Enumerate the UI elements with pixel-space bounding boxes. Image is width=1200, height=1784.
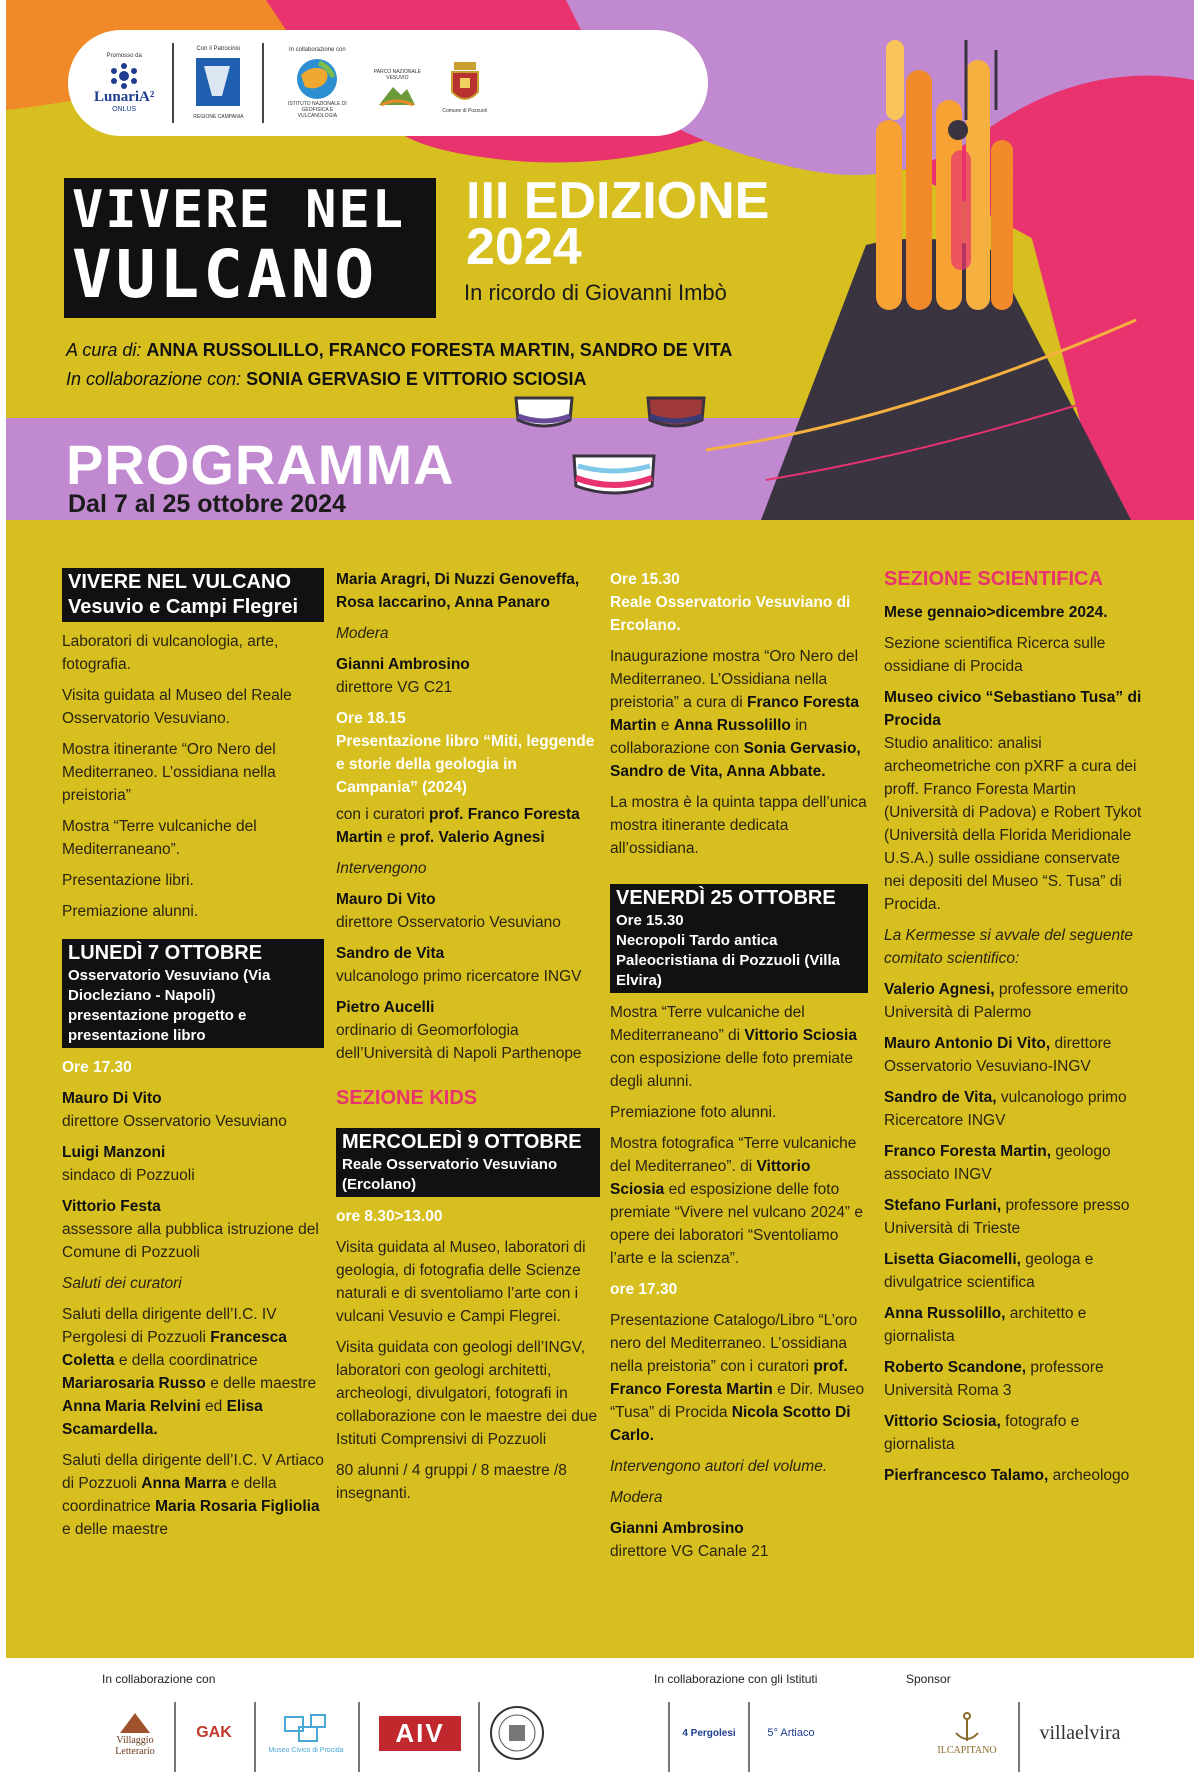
footer bbox=[6, 1658, 1194, 1784]
villaggio-letterario-logo bbox=[102, 1700, 168, 1766]
exhibit-paragraph bbox=[610, 1001, 868, 1093]
committee-member bbox=[884, 1140, 1144, 1186]
museo-procida-logo bbox=[264, 1700, 348, 1766]
logo-strip bbox=[68, 30, 708, 136]
activity-item: Laboratori di vulcanologia, arte, fotografia. bbox=[62, 633, 279, 673]
member-role: archeologo bbox=[1052, 1467, 1130, 1484]
seal-icon bbox=[489, 1705, 545, 1761]
name: Nicola Scotto Di Carlo. bbox=[610, 1404, 851, 1444]
speaker-role: direttore Osservatorio Vesuviano bbox=[336, 914, 561, 931]
research: Sezione scientifica Ricerca sulle ossidiane di Procida bbox=[884, 635, 1106, 675]
member-name: Pierfrancesco Talamo, bbox=[884, 1467, 1049, 1484]
patron-name: REGIONE CAMPANIA bbox=[193, 114, 244, 120]
greet-name: Mariarosaria Russo bbox=[62, 1375, 206, 1392]
logo-divider bbox=[172, 43, 174, 123]
museo-text: Museo Civico di Procida bbox=[268, 1746, 344, 1754]
day-details: Necropoli Tardo antica Paleocristiana di Pozzuoli (Villa Elvira) bbox=[616, 932, 840, 989]
aiv-text: AIV bbox=[379, 1716, 460, 1751]
premiazione: Premiazione foto alunni. bbox=[610, 1104, 777, 1121]
text: Inaugurazione mostra “Oro Nero del Mediterraneo. L’Ossidiana nella preistoria” a cura di bbox=[610, 648, 859, 711]
committee-member bbox=[884, 1302, 1144, 1348]
day-title: VENERDÌ 25 OTTOBRE bbox=[616, 887, 836, 909]
museum: Museo civico “Sebastiano Tusa” di Procida bbox=[884, 689, 1142, 729]
parco-logo bbox=[362, 59, 432, 107]
moderator bbox=[336, 653, 600, 699]
intervengono-label: Intervengono autori del volume. bbox=[610, 1458, 828, 1475]
member-role: professore Università Roma 3 bbox=[884, 1359, 1104, 1399]
title-line-1: VIVERE NEL bbox=[72, 180, 406, 240]
curated-label: A cura di: bbox=[66, 340, 142, 360]
text: in collaborazione con bbox=[610, 717, 808, 757]
speaker-name: Mauro Di Vito bbox=[62, 1090, 162, 1107]
text: e bbox=[660, 717, 670, 734]
time-label: Ore 18.15 bbox=[336, 710, 406, 727]
footer-sponsor-caption: Sponsor bbox=[906, 1672, 951, 1686]
moderator-name: Gianni Ambrosino bbox=[336, 656, 470, 673]
speaker bbox=[336, 888, 600, 934]
member-role: professore emerito Università di Palermo bbox=[884, 981, 1129, 1021]
text: ed esposizione delle foto premiate “Vivere nel vulcano 2024” e opere dei laboratori “Sventoliamo l’arte e la scienza”. bbox=[610, 1181, 864, 1267]
kids-activity: Visita guidata al Museo, laboratori di geologia, di fotografia delle Scienze naturali e di sventoliamo l’arte con i vulcani Vesuvio e Campi Flegrei. bbox=[336, 1239, 586, 1325]
speaker-role: ordinario di Geomorfologia dell’Università di Napoli Parthenope bbox=[336, 1022, 582, 1062]
greetings-paragraph bbox=[62, 1449, 324, 1541]
edition-label bbox=[466, 172, 770, 276]
member-role: geologo associato INGV bbox=[884, 1143, 1111, 1183]
greet-text: e della coordinatrice bbox=[62, 1475, 277, 1515]
day-time: Ore 15.30 bbox=[616, 912, 684, 929]
day-header-mercoledi bbox=[336, 1128, 600, 1197]
collab-label: In collaborazione con: bbox=[66, 369, 242, 389]
ilcapitano-logo bbox=[924, 1700, 1010, 1766]
speaker-role: assessore alla pubblica istruzione del Comune di Pozzuoli bbox=[62, 1221, 319, 1261]
footer-divider bbox=[1018, 1702, 1020, 1772]
patron-logo bbox=[192, 40, 244, 126]
moderator-role: direttore VG C21 bbox=[336, 679, 453, 696]
committee-member bbox=[884, 1086, 1144, 1132]
member-name: Stefano Furlani, bbox=[884, 1197, 1002, 1214]
period: Mese gennaio>dicembre 2024. bbox=[884, 604, 1108, 621]
name: Vittorio Sciosia bbox=[610, 1158, 811, 1198]
text: con esposizione delle foto premiate degli alunni. bbox=[610, 1050, 853, 1090]
edition-year: 2024 bbox=[466, 218, 582, 276]
curator-name: prof. Valerio Agnesi bbox=[399, 829, 545, 846]
day-details: Osservatorio Vesuviano (Via Diocleziano - Napoli) presentazione progetto e presentazione libro bbox=[68, 967, 271, 1044]
speaker bbox=[62, 1141, 324, 1187]
speaker bbox=[336, 942, 600, 988]
parco-name: PARCO NAZIONALE VESUVIO bbox=[373, 69, 421, 81]
footer-istituti-caption: In collaborazione con gli Istituti bbox=[654, 1672, 818, 1686]
footer-divider bbox=[748, 1702, 750, 1772]
kids-activity: 80 alunni / 4 gruppi / 8 maestre /8 insegnanti. bbox=[336, 1462, 567, 1502]
teacher-names: Maria Aragri, Di Nuzzi Genoveffa, Rosa Iaccarino, Anna Panaro bbox=[336, 571, 580, 611]
activity-item: Mostra “Terre vulcaniche del Mediterraneano”. bbox=[62, 818, 257, 858]
regione-campania-icon bbox=[192, 56, 244, 114]
greet-name: Elisa Scamardella. bbox=[62, 1398, 263, 1438]
catalog-paragraph bbox=[610, 1309, 868, 1447]
committee-member bbox=[884, 978, 1144, 1024]
promoter-logo bbox=[94, 40, 154, 126]
member-name: Sandro de Vita, bbox=[884, 1089, 997, 1106]
programma-dates: Dal 7 al 25 ottobre 2024 bbox=[68, 490, 346, 518]
text: Mostra “Terre vulcaniche del Mediterraneano” di bbox=[610, 1004, 805, 1044]
speaker-role: direttore Osservatorio Vesuviano bbox=[62, 1113, 287, 1130]
promoter-caption: Promosso da bbox=[106, 53, 142, 59]
name: Anna Russolillo bbox=[673, 717, 791, 734]
activity-item: Premiazione alunni. bbox=[62, 903, 199, 920]
greetings-paragraph bbox=[62, 1303, 324, 1441]
villaggio-icon bbox=[118, 1709, 152, 1735]
venue: Reale Osservatorio Vesuviano di Ercolano. bbox=[610, 594, 851, 634]
speaker bbox=[336, 996, 600, 1065]
moderator-role: direttore VG Canale 21 bbox=[610, 1543, 769, 1560]
book-presentation: Presentazione libro “Miti, leggende e storie della geologia in Campania” (2024) bbox=[336, 733, 595, 796]
title-line-2: VULCANO bbox=[72, 236, 379, 313]
mostra-note: La mostra è la quinta tappa dell’unica mostra itinerante dedicata all’ossidiana. bbox=[610, 794, 867, 857]
footer-divider bbox=[174, 1702, 176, 1772]
ingv-name: ISTITUTO NAZIONALE DI GEOFISICA E VULCANOLOGIA bbox=[287, 101, 347, 119]
ingv-globe-icon bbox=[295, 57, 339, 101]
patron-caption: Con il Patrocinio bbox=[196, 46, 241, 52]
kermesse: La Kermesse si avvale del seguente comitato scientifico: bbox=[884, 927, 1134, 967]
member-role: direttore Osservatorio Vesuviano-INGV bbox=[884, 1035, 1112, 1075]
member-name: Mauro Antonio Di Vito, bbox=[884, 1035, 1051, 1052]
footer-divider bbox=[478, 1702, 480, 1772]
member-name: Lisetta Giacomelli, bbox=[884, 1251, 1021, 1268]
programma-title: PROGRAMMA bbox=[66, 433, 455, 496]
comune-name: Comune di Pozzuoli bbox=[442, 108, 487, 114]
text: Presentazione Catalogo/Libro “L’oro nero del Mediterraneo. L’ossidiana nella preistoria” con i curatori bbox=[610, 1312, 858, 1375]
pergolesi-logo: 4 Pergolesi bbox=[682, 1727, 736, 1739]
member-role: professore presso Università di Trieste bbox=[884, 1197, 1130, 1237]
lunaria-icon bbox=[107, 63, 141, 89]
footer-divider bbox=[668, 1702, 670, 1772]
speaker-name: Pietro Aucelli bbox=[336, 999, 435, 1016]
time-label: ore 17.30 bbox=[610, 1281, 678, 1298]
column-2 bbox=[336, 568, 600, 1513]
greet-name: Anna Maria Relvini bbox=[62, 1398, 201, 1415]
anchor-icon bbox=[952, 1711, 982, 1745]
curator-name: prof. Franco Foresta Martin bbox=[336, 806, 580, 846]
name: Vittorio Sciosia bbox=[744, 1027, 857, 1044]
kids-activity: Visita guidata con geologi dell’INGV, laboratori con geologi architetti, archeologi, divulgatori, fotografi in collaborazione con le maestre dei due Istituti Comprensivi di Pozzuoli bbox=[336, 1339, 598, 1448]
museo-icon bbox=[281, 1713, 331, 1747]
committee-member bbox=[884, 1464, 1144, 1487]
memory-dedication: In ricordo di Giovanni Imbò bbox=[464, 280, 727, 305]
modera-label: Modera bbox=[610, 1489, 663, 1506]
greet-text: Saluti della dirigente dell’I.C. IV Pergolesi di Pozzuoli bbox=[62, 1306, 277, 1346]
time-label: ore 8.30>13.00 bbox=[336, 1208, 443, 1225]
name: prof. Franco Foresta Martin bbox=[610, 1358, 848, 1398]
collab-logos bbox=[282, 40, 486, 126]
member-name: Franco Foresta Martin, bbox=[884, 1143, 1052, 1160]
moderator-name: Gianni Ambrosino bbox=[610, 1520, 744, 1537]
section-header-title: VIVERE NEL VULCANO bbox=[68, 571, 291, 593]
section-header-vivere bbox=[62, 568, 324, 622]
speaker-name: Mauro Di Vito bbox=[336, 891, 436, 908]
logo-divider bbox=[262, 43, 264, 123]
curators bbox=[66, 336, 732, 394]
comune-logo bbox=[442, 52, 486, 114]
inauguration-paragraph bbox=[610, 645, 868, 783]
saluti-label: Saluti dei curatori bbox=[62, 1275, 182, 1292]
speaker-role: vulcanologo primo ricercatore INGV bbox=[336, 968, 582, 985]
speaker bbox=[62, 1195, 324, 1264]
member-role: vulcanologo primo Ricercatore INGV bbox=[884, 1089, 1127, 1129]
villaelvira-logo: villaelvira bbox=[1039, 1721, 1121, 1744]
text: con i curatori bbox=[336, 806, 425, 823]
vesuvio-mountain-icon bbox=[377, 81, 417, 107]
member-name: Vittorio Sciosia, bbox=[884, 1413, 1001, 1430]
day-header-venerdi bbox=[610, 884, 868, 993]
activity-item: Visita guidata al Museo del Reale Osservatorio Vesuviano. bbox=[62, 687, 292, 727]
modera-label: Modera bbox=[336, 625, 389, 642]
greet-name: Anna Marra bbox=[141, 1475, 227, 1492]
footer-collab-caption: In collaborazione con bbox=[102, 1672, 216, 1686]
exhibit-paragraph bbox=[610, 1132, 868, 1270]
speaker-role: sindaco di Pozzuoli bbox=[62, 1167, 195, 1184]
committee-member bbox=[884, 1032, 1144, 1078]
column-4 bbox=[884, 568, 1144, 1495]
speaker-name: Vittorio Festa bbox=[62, 1198, 161, 1215]
member-role: fotografo e giornalista bbox=[884, 1413, 1080, 1453]
villaggio-text: Villaggio Letterario bbox=[115, 1735, 155, 1757]
greet-text: e delle maestre bbox=[210, 1375, 317, 1392]
greet-text: e delle maestre bbox=[62, 1521, 168, 1538]
name: Franco Foresta Martin bbox=[610, 694, 859, 734]
greet-name: Maria Rosaria Figliolia bbox=[155, 1498, 320, 1515]
speaker-name: Sandro de Vita bbox=[336, 945, 445, 962]
text: Mostra fotografica “Terre vulcaniche del Mediterraneo”. di bbox=[610, 1135, 857, 1175]
collab-caption: In collaborazione con bbox=[289, 47, 346, 53]
column-1 bbox=[62, 568, 324, 1549]
ilcapitano-text: ILCAPITANO bbox=[937, 1744, 997, 1756]
study: Studio analitico: analisi archeometriche con pXRF a cura dei proff. Franco Foresta Martin (Università di Padova) e Robert Tykot (Università della Florida Meridionale U.S.A.) sulle ossidiane conservate nei depositi del Museo “S. Tusa” di Procida. bbox=[884, 735, 1142, 913]
greet-text: e della coordinatrice bbox=[118, 1352, 258, 1369]
ingv-logo bbox=[282, 47, 352, 119]
time-label: Ore 17.30 bbox=[62, 1059, 132, 1076]
section-header-subtitle: Vesuvio e Campi Flegrei bbox=[68, 596, 299, 618]
section-scientifica-title: SEZIONE SCIENTIFICA bbox=[884, 568, 1103, 590]
speaker-name: Luigi Manzoni bbox=[62, 1144, 166, 1161]
member-role: architetto e giornalista bbox=[884, 1305, 1087, 1345]
intervengono-label: Intervengono bbox=[336, 860, 427, 877]
member-name: Anna Russolillo, bbox=[884, 1305, 1006, 1322]
header bbox=[6, 0, 1194, 520]
committee-member bbox=[884, 1248, 1144, 1294]
greet-name: Francesca Coletta bbox=[62, 1329, 287, 1369]
artiaco-logo: 5° Artiaco bbox=[767, 1727, 815, 1739]
text: e Dir. Museo “Tusa” di Procida bbox=[610, 1381, 865, 1421]
committee-member bbox=[884, 1410, 1144, 1456]
curated-names: ANNA RUSSOLILLO, FRANCO FORESTA MARTIN, SANDRO DE VITA bbox=[146, 340, 733, 360]
curated-line bbox=[66, 336, 732, 365]
university-seal-logo bbox=[486, 1700, 548, 1766]
greet-text: Saluti della dirigente dell’I.C. V Artiaco di Pozzuoli bbox=[62, 1452, 324, 1492]
speaker bbox=[62, 1087, 324, 1133]
lunaria-sub: ONLUS bbox=[112, 106, 137, 113]
member-role: geologa e divulgatrice scientifica bbox=[884, 1251, 1094, 1291]
book-curators bbox=[336, 803, 600, 849]
activity-item: Mostra itinerante “Oro Nero del Mediterraneo. L’ossidiana nella preistoria” bbox=[62, 741, 276, 804]
name: Sonia Gervasio, Sandro de Vita, Anna Abbate. bbox=[610, 740, 861, 780]
committee-member bbox=[884, 1356, 1144, 1402]
pozzuoli-crest-icon bbox=[448, 60, 482, 108]
footer-divider bbox=[254, 1702, 256, 1772]
edition-line-1: III EDIZIONE bbox=[466, 172, 770, 230]
day-header-lunedi bbox=[62, 939, 324, 1048]
member-name: Valerio Agnesi, bbox=[884, 981, 995, 998]
day-title: LUNEDÌ 7 OTTOBRE bbox=[68, 942, 263, 964]
aiv-logo bbox=[370, 1700, 470, 1766]
committee-member bbox=[884, 1194, 1144, 1240]
gak-logo: GAK bbox=[196, 1724, 232, 1741]
column-3 bbox=[610, 568, 868, 1571]
moderator bbox=[610, 1517, 868, 1563]
activity-item: Presentazione libri. bbox=[62, 872, 194, 889]
day-details: Reale Osservatorio Vesuviano (Ercolano) bbox=[342, 1156, 558, 1193]
lunaria-name: LunariA² bbox=[94, 89, 155, 105]
footer-divider bbox=[358, 1702, 360, 1772]
time-label: Ore 15.30 bbox=[610, 571, 680, 588]
section-kids-title: SEZIONE KIDS bbox=[336, 1087, 478, 1109]
member-name: Roberto Scandone, bbox=[884, 1359, 1027, 1376]
day-title: MERCOLEDÌ 9 OTTOBRE bbox=[342, 1131, 582, 1153]
collab-line bbox=[66, 365, 732, 394]
greet-text: ed bbox=[205, 1398, 223, 1415]
event-title-box bbox=[64, 178, 436, 318]
poster bbox=[6, 0, 1194, 1784]
text: e bbox=[386, 829, 396, 846]
collab-names: SONIA GERVASIO E VITTORIO SCIOSIA bbox=[246, 369, 587, 389]
